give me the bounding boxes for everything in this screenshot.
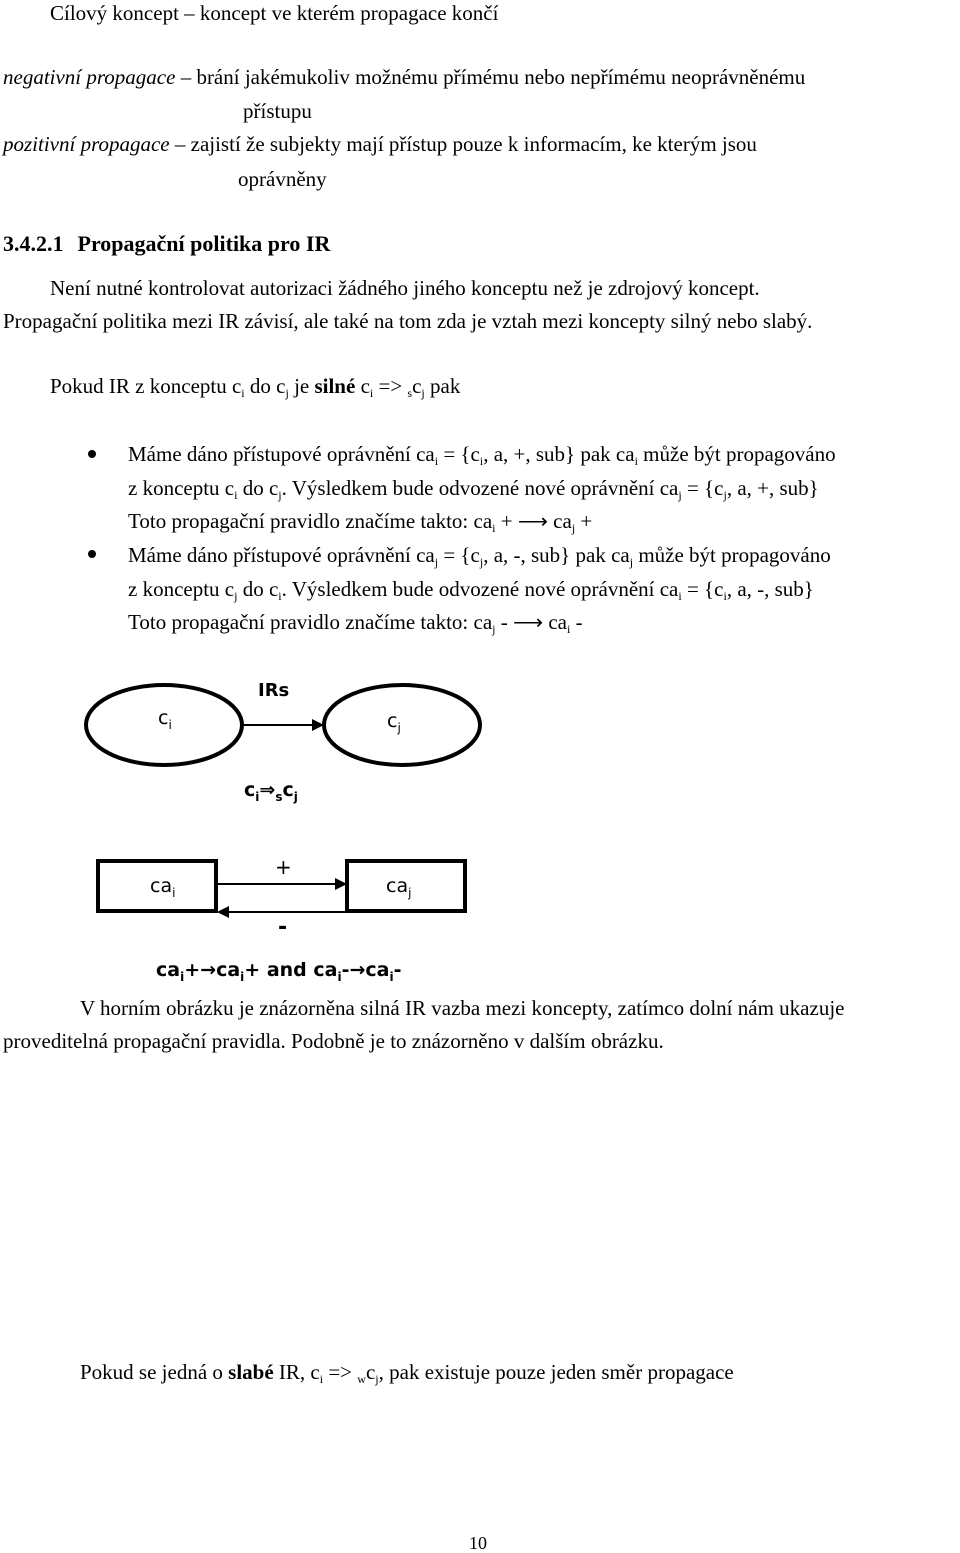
section-number: 3.4.2.1	[3, 231, 64, 256]
irs-label: IRs	[258, 680, 290, 701]
figure-svg	[80, 672, 500, 988]
page-number: 10	[469, 1533, 487, 1553]
strong-ir-line: Pokud IR z konceptu $c_i$ do $c_j$ je silné $c_i => _sc_j$ pak	[50, 374, 461, 400]
intro-line-2: Propagační politika mezi IR závisí, ale také na tom zda je vztah mezi koncepty silný nebo slabý.	[3, 309, 813, 333]
propagation-rule-label: $ca_i+\to ca_i+$ and $ca_i-\to ca_i-$	[156, 959, 402, 984]
ca-i-label: $ca_i$	[150, 875, 176, 900]
bullet-dot	[88, 550, 96, 558]
bullet-1-line-2: z konceptu $c_i$ do $c_j$. Výsledkem bude odvozené nové oprávnění $ca_j = \{c_j$, a, +, sub}	[128, 476, 819, 502]
negative-propagation-line: negativní propagace – brání jakémukoliv možnému přímému nebo nepřímému neoprávněnému	[3, 65, 806, 89]
strong-term: silné	[314, 374, 356, 398]
section-title: Propagační politika pro IR	[77, 231, 331, 256]
figure-caption-line-2: proveditelná propagační pravidla. Podobně je to znázorněno v dalším obrázku.	[3, 1029, 664, 1053]
bullet-2-line-1: Máme dáno přístupové oprávnění $ca_j = \{c_j$, a, -, sub} pak $ca_j$ může být propagováno	[128, 543, 831, 569]
ir-propagation-figure	[80, 672, 500, 988]
plus-sign: +	[275, 855, 292, 879]
intro-line-1: Není nutné kontrolovat autorizaci žádného jiného konceptu než je zdrojový koncept.	[50, 276, 760, 300]
bullet-1-line-3: Toto propagační pravidlo značíme takto: $ca_i$ + ⟶ $ca_j$ +	[128, 509, 593, 535]
negative-term: negativní propagace	[3, 65, 176, 89]
negative-propagation-cont: přístupu	[243, 99, 312, 123]
bullet-2-line-3: Toto propagační pravidlo značíme takto: $ca_j$ - ⟶ $ca_i$ -	[128, 610, 583, 636]
positive-propagation-cont: oprávněny	[238, 167, 327, 191]
relation-label: $c_i\Rightarrow_sc_j$	[244, 779, 298, 804]
weak-term: slabé	[228, 1360, 274, 1384]
positive-propagation-line: pozitivní propagace – zajistí že subjekty mají přístup pouze k informacím, ke kterým jsou	[3, 132, 757, 156]
ir-arrowhead	[312, 719, 324, 731]
cj-label: $c_j$	[387, 710, 401, 735]
ca-j-label: $ca_j$	[386, 875, 412, 900]
section-heading	[3, 233, 330, 255]
bullet-dot	[88, 450, 96, 458]
bullet-1-line-1: Máme dáno přístupové oprávnění $ca_i = \{c_i$, a, +, sub} pak $ca_i$ může být propagováno	[128, 442, 836, 468]
target-concept-definition: Cílový koncept – koncept ve kterém propagace končí	[50, 1, 499, 25]
concept-cj-ellipse	[324, 685, 480, 765]
minus-arrowhead	[217, 906, 229, 918]
bullet-2-line-2: z konceptu $c_j$ do $c_i$. Výsledkem bude odvozené nové oprávnění $ca_i = \{c_i$, a, -, sub}	[128, 577, 814, 603]
positive-term: pozitivní propagace	[3, 132, 170, 156]
figure-caption-line-1: V horním obrázku je znázorněna silná IR vazba mezi koncepty, zatímco dolní nám ukazuje	[80, 996, 845, 1020]
ci-label: $c_i$	[158, 707, 172, 732]
minus-sign: -	[278, 915, 288, 940]
weak-ir-line: Pokud se jedná o slabé IR, $c_i => _wc_j$, pak existuje pouze jeden směr propagace	[80, 1360, 734, 1386]
